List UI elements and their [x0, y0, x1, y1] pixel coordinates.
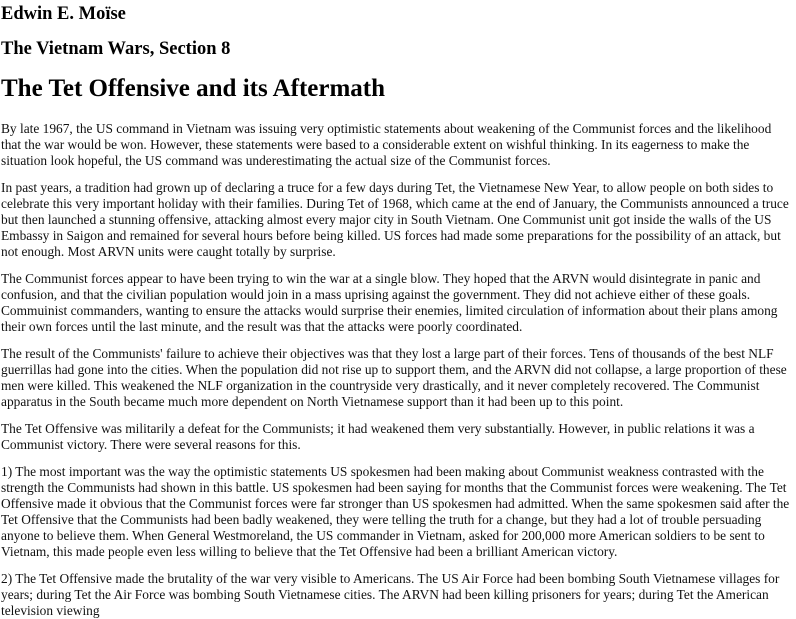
- paragraph-result: The result of the Communists' failure to achieve their objectives was that they lost a large part of their forces. Tens of thousands of the best NLF guerrillas had gone into the cities. When the population did not rise up to support them, and the ARVN did not collapse, a large proportion of these men were killed. This weakened the NLF organization in the countryside very drastically, and it never completely recovered. The Communist apparatus in the South became much more dependent on North Vietnamese support than it had been up to this point.: [1, 346, 787, 409]
- author-heading: Edwin E. Moïse: [1, 4, 126, 24]
- series-heading: The Vietnam Wars, Section 8: [1, 39, 231, 59]
- paragraph-reason-2: 2) The Tet Offensive made the brutality of the war very visible to Americans. The US Air Force had been bombing South Vietnamese villages for years; during Tet the Air Force was bombing South Vietnamese cities. The ARVN had been killing prisoners for years; during Tet the American television viewing: [1, 571, 780, 618]
- paragraph-reason-1: 1) The most important was the way the optimistic statements US spokesmen had been making about Communist weakness contrasted with the strength the Communists had shown in this battle. US spokesmen had been saying for months that the Communist forces were weakening. The Tet Offensive made it obvious that the Communist forces were far stronger than US spokesmen had admitted. When the same spokesmen said after the Tet Offensive that the Communists had been badly weakened, they were telling the truth for a change, but they had a lot of trouble persuading anyone to believe them. When General Westmoreland, the US commander in Vietnam, asked for 200,000 more American soldiers to be sent to Vietnam, this made people even less willing to believe that the Tet Offensive had been a brilliant American victory.: [1, 464, 790, 559]
- paragraph-tet-truce: In past years, a tradition had grown up of declaring a truce for a few days during Tet, the Vietnamese New Year, to allow people on both sides to celebrate this very important holiday with their families. During Tet of 1968, which came at the end of January, the Communists announced a truce but then launched a stunning offensive, attacking almost every major city in South Vietnam. One Communist unit got inside the walls of the US Embassy in Saigon and remained for several hours before being killed. US forces had made some preparations for the possibility of an attack, but not enough. Most ARVN units were caught totally by surprise.: [1, 180, 789, 259]
- paragraph-intro: By late 1967, the US command in Vietnam was issuing very optimistic statements about weakening of the Communist forces and the likelihood that the war would be won. However, these statements were based to a considerable extent on wishful thinking. In its eagerness to make the situation look hopeful, the US command was underestimating the actual size of the Communist forces.: [1, 121, 772, 168]
- page-title: The Tet Offensive and its Aftermath: [1, 75, 386, 102]
- paragraph-single-blow: The Communist forces appear to have been trying to win the war at a single blow. They hoped that the ARVN would disintegrate in panic and confusion, and that the civilian population would join in a mass uprising against the government. They did not achieve either of these goals. Commuinist commanders, wanting to ensure the attacks would surprise their enemies, limited circulation of information about their plans among their own forces until the last minute, and the result was that the attacks were poorly coordinated.: [1, 271, 778, 334]
- paragraph-military-defeat: The Tet Offensive was militarily a defeat for the Communists; it had weakened them very substantially. However, in public relations it was a Communist victory. There were several reasons for this.: [1, 421, 755, 452]
